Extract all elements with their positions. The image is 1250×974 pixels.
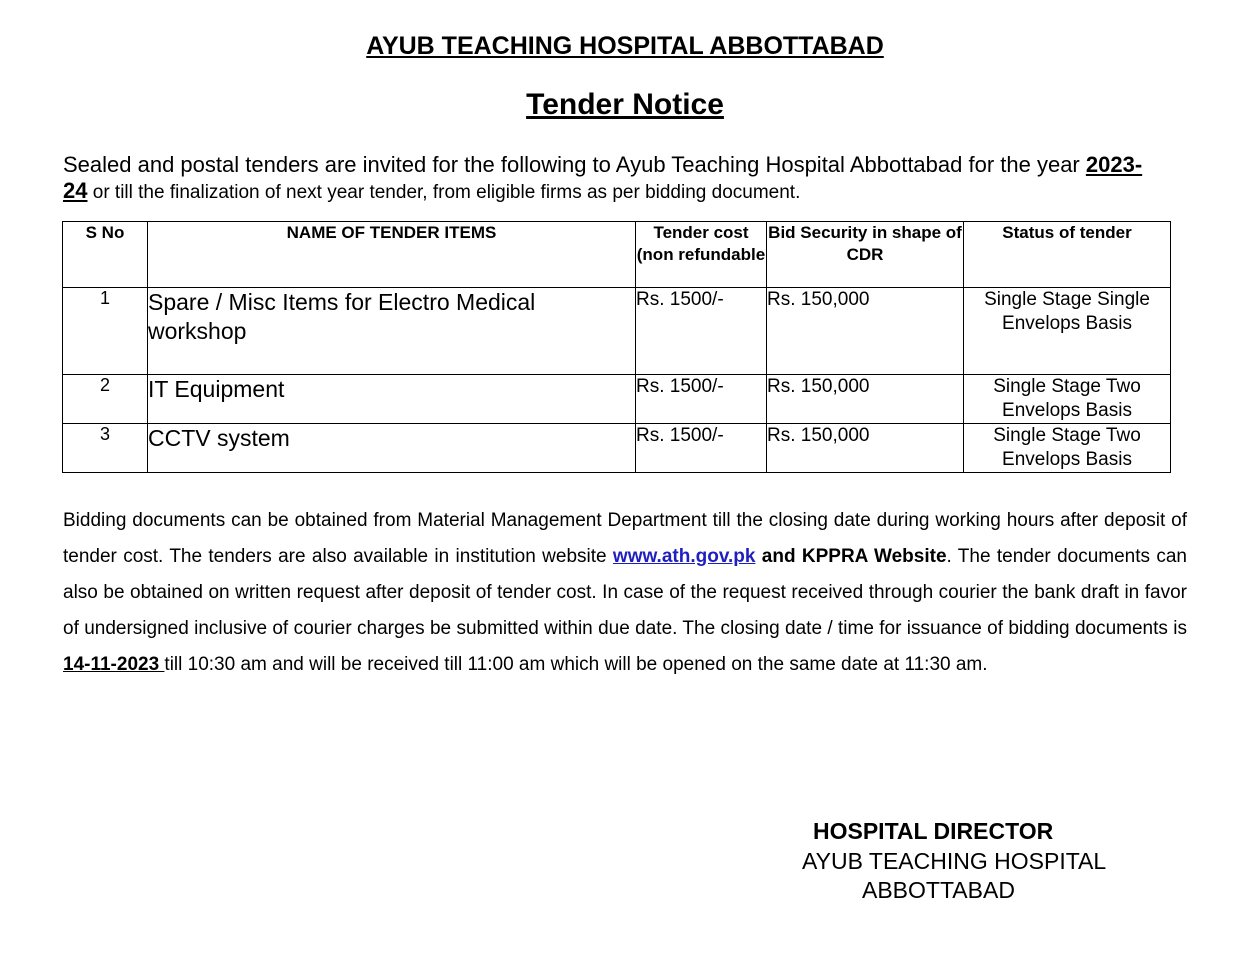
table-row bbox=[63, 288, 1171, 375]
cell-cost: Rs. 1500/- bbox=[636, 424, 767, 473]
cell-cost: Rs. 1500/- bbox=[636, 288, 767, 375]
cell-sno: 3 bbox=[63, 424, 148, 473]
cell-bid-security: Rs. 150,000 bbox=[767, 288, 964, 375]
table-row bbox=[63, 375, 1171, 424]
tender-year: 2023- bbox=[1085, 152, 1143, 177]
cell-status: Single Stage Two Envelops Basis bbox=[964, 375, 1171, 424]
bidding-instructions bbox=[63, 503, 1187, 683]
hospital-title: AYUB TEACHING HOSPITAL ABBOTTABAD bbox=[366, 32, 884, 60]
signature-city: ABBOTTABAD bbox=[862, 877, 1015, 903]
intro-text-end: or till the finalization of next year tender, from eligible firms as per bidding document. bbox=[87, 182, 801, 203]
body-text-1: Bidding documents can be obtained from Material Management Department till the closing date during working hours after deposit of tender cost. The tenders are also available in institution website bbox=[63, 510, 1187, 567]
cell-status: Single Stage Two Envelops Basis bbox=[964, 424, 1171, 473]
body-text-2: . The tender documents can also be obtained on written request after deposit of tender cost. In case of the request received through courier the bank draft in favor of undersigned inclusive of courier charges be submitted within due date. The closing date / time for issuance of bidding documents is bbox=[63, 546, 1187, 639]
signature-institution: AYUB TEACHING HOSPITAL bbox=[802, 848, 1107, 874]
cell-bid-security: Rs. 150,000 bbox=[767, 424, 964, 473]
notice-title: Tender Notice bbox=[526, 88, 724, 121]
table-header-row bbox=[63, 222, 1171, 288]
cell-status: Single Stage Single Envelops Basis bbox=[964, 288, 1171, 375]
website-link[interactable]: www.ath.gov.pk bbox=[612, 546, 756, 567]
cell-cost: Rs. 1500/- bbox=[636, 375, 767, 424]
body-text-3: till 10:30 am and will be received till 11:00 am which will be opened on the same date at 11:30 am. bbox=[164, 654, 988, 675]
kppra-text: and KPPRA Website bbox=[755, 546, 947, 567]
table-row bbox=[63, 424, 1171, 473]
cell-item-name: IT Equipment bbox=[148, 375, 636, 424]
header-status: Status of tender bbox=[964, 222, 1171, 288]
tender-items-table bbox=[62, 221, 1171, 473]
closing-date: 14-11-2023 bbox=[63, 654, 165, 675]
cell-item-name: CCTV system bbox=[148, 424, 636, 473]
cell-sno: 2 bbox=[63, 375, 148, 424]
header-bid-security: Bid Security in shape of CDR bbox=[767, 222, 964, 288]
intro-paragraph bbox=[63, 152, 1198, 206]
intro-text: Sealed and postal tenders are invited for the following to Ayub Teaching Hospital Abbottabad for the year bbox=[63, 152, 1086, 177]
cell-bid-security: Rs. 150,000 bbox=[767, 375, 964, 424]
signature-title: HOSPITAL DIRECTOR bbox=[813, 818, 1054, 844]
header-cost: Tender cost (non refundable bbox=[636, 222, 767, 288]
cell-item-name: Spare / Misc Items for Electro Medical workshop bbox=[148, 288, 636, 375]
cell-sno: 1 bbox=[63, 288, 148, 375]
header-sno: S No bbox=[63, 222, 148, 288]
header-name: NAME OF TENDER ITEMS bbox=[148, 222, 636, 288]
tender-year-suffix: 24 bbox=[63, 178, 88, 203]
